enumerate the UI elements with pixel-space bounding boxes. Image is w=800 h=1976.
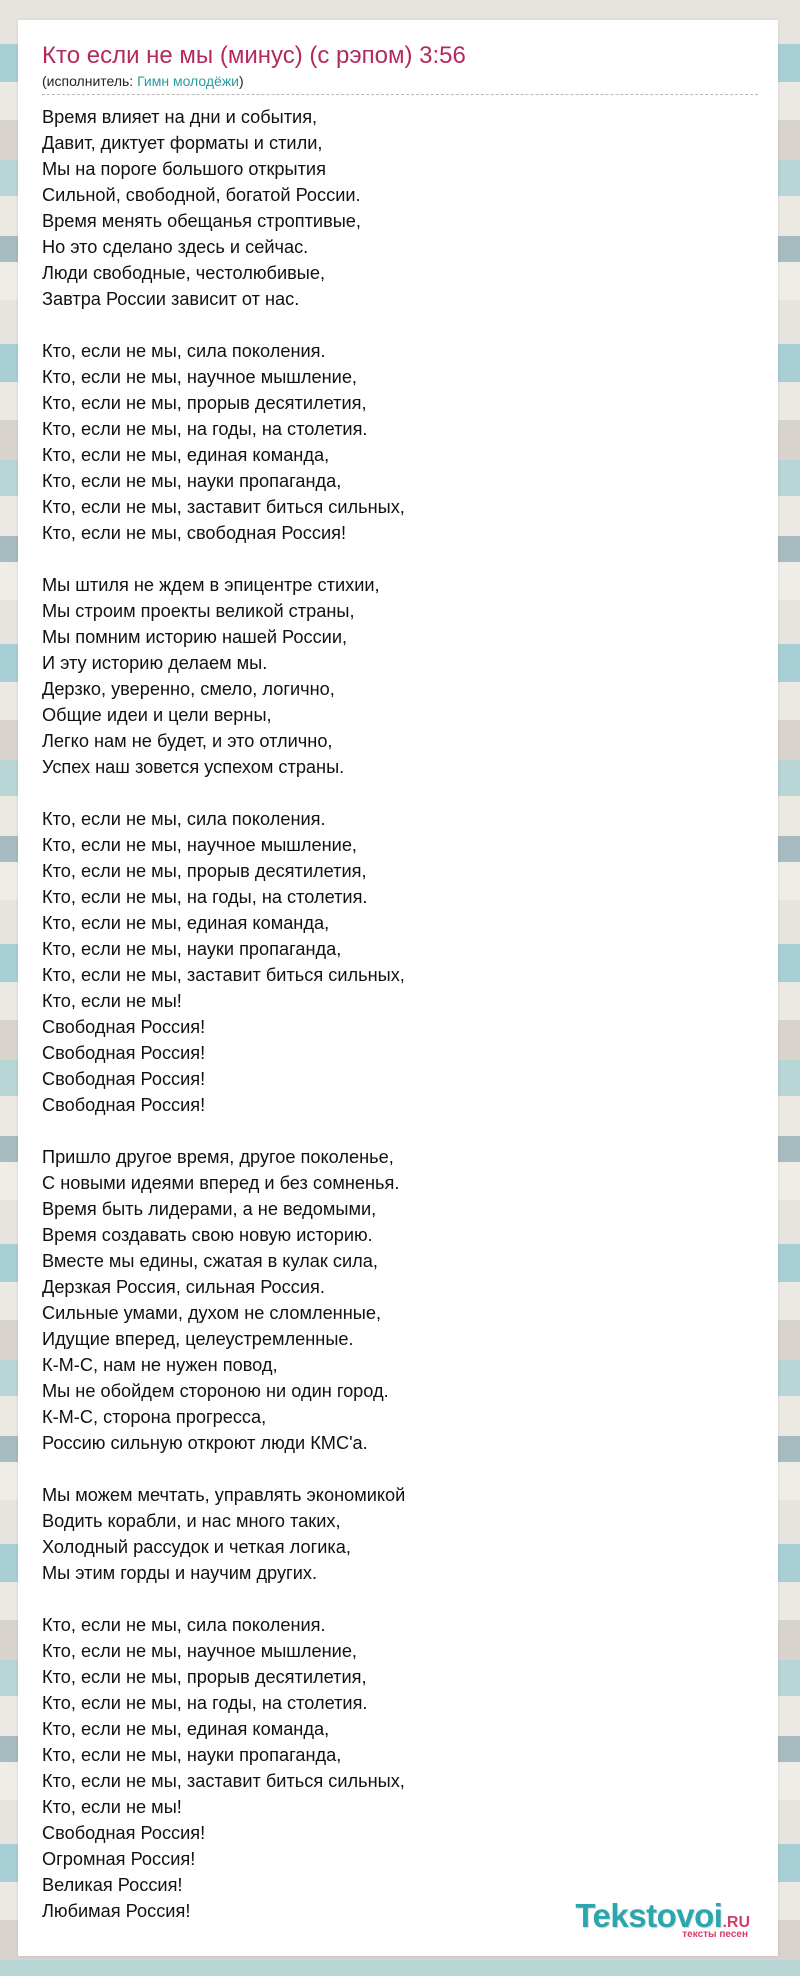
lyrics-body [42, 104, 758, 1924]
lyric-line: Время влияет на дни и события, [42, 107, 318, 127]
lyric-line: Кто, если не мы, научное мышление, [42, 367, 357, 387]
lyric-line: Мы на пороге большого открытия [42, 159, 326, 179]
lyric-line: Пришло другое время, другое поколенье, [42, 1147, 394, 1167]
lyric-line: Кто, если не мы, сила поколения. [42, 1615, 326, 1635]
lyric-line: Кто, если не мы, свободная Россия! [42, 523, 347, 543]
lyric-line: Свободная Россия! [42, 1069, 206, 1089]
lyric-line: Кто, если не мы! [42, 991, 182, 1011]
lyric-line: Великая Россия! [42, 1875, 183, 1895]
lyric-line: Кто, если не мы, заставит биться сильных, [42, 497, 405, 517]
logo-name: Tekstovoi [575, 1897, 723, 1934]
lyric-line: Кто, если не мы, на годы, на столетия. [42, 419, 368, 439]
lyric-line: Кто, если не мы, единая команда, [42, 913, 330, 933]
lyric-line: Кто, если не мы, сила поколения. [42, 809, 326, 829]
lyric-line: Сильной, свободной, богатой России. [42, 185, 361, 205]
lyric-line: Мы строим проекты великой страны, [42, 601, 355, 621]
lyric-line: С новыми идеями вперед и без сомненья. [42, 1173, 400, 1193]
lyric-line: Давит, диктует форматы и стили, [42, 133, 323, 153]
lyric-line: Вместе мы едины, сжатая в кулак сила, [42, 1251, 378, 1271]
lyrics-card [18, 20, 778, 1956]
logo-tagline: тексты песен [682, 1929, 748, 1940]
lyric-line: Кто, если не мы, прорыв десятилетия, [42, 393, 367, 413]
lyrics-stanza [42, 338, 758, 546]
lyric-line: Кто, если не мы, на годы, на столетия. [42, 887, 368, 907]
lyric-line: Мы можем мечтать, управлять экономикой [42, 1485, 406, 1505]
lyric-line: Мы этим горды и научим других. [42, 1563, 317, 1583]
lyric-line: Время быть лидерами, а не ведомыми, [42, 1199, 377, 1219]
lyric-line: Водить корабли, и нас много таких, [42, 1511, 341, 1531]
lyric-line: Завтра России зависит от нас. [42, 289, 300, 309]
lyric-line: Время менять обещанья строптивые, [42, 211, 361, 231]
lyric-line: Огромная Россия! [42, 1849, 196, 1869]
site-logo[interactable] [575, 1897, 750, 1940]
lyric-line: Кто, если не мы, заставит биться сильных, [42, 1771, 405, 1791]
lyric-line: Любимая Россия! [42, 1901, 191, 1921]
lyrics-stanza [42, 1612, 758, 1924]
lyric-line: И эту историю делаем мы. [42, 653, 268, 673]
song-title: Кто если не мы (минус) (с рэпом) 3:56 [42, 42, 466, 69]
lyrics-stanza [42, 104, 758, 312]
lyrics-stanza [42, 1482, 758, 1586]
lyric-line: Кто, если не мы! [42, 1797, 182, 1817]
lyrics-stanza [42, 1144, 758, 1456]
lyric-line: Кто, если не мы, сила поколения. [42, 341, 326, 361]
artist-suffix: ) [239, 73, 244, 89]
lyric-line: Легко нам не будет, и это отлично, [42, 731, 333, 751]
lyrics-stanza [42, 806, 758, 1118]
lyric-line: К-М-С, сторона прогресса, [42, 1407, 267, 1427]
lyric-line: Мы помним историю нашей России, [42, 627, 348, 647]
lyric-line: Кто, если не мы, науки пропаганда, [42, 939, 342, 959]
logo-tld: .RU [722, 1914, 750, 1931]
lyric-line: К-М-С, нам не нужен повод, [42, 1355, 278, 1375]
lyric-line: Свободная Россия! [42, 1095, 206, 1115]
lyric-line: Холодный рассудок и четкая логика, [42, 1537, 351, 1557]
artist-link[interactable]: Гимн молодёжи [137, 73, 240, 89]
lyric-line: Дерзкая Россия, сильная Россия. [42, 1277, 325, 1297]
artist-line [42, 73, 758, 95]
lyric-line: Кто, если не мы, на годы, на столетия. [42, 1693, 368, 1713]
lyric-line: Дерзко, уверенно, смело, логично, [42, 679, 335, 699]
lyric-line: Мы не обойдем стороною ни один город. [42, 1381, 389, 1401]
lyric-line: Свободная Россия! [42, 1823, 206, 1843]
lyric-line: Кто, если не мы, заставит биться сильных, [42, 965, 405, 985]
lyric-line: Сильные умами, духом не сломленные, [42, 1303, 382, 1323]
lyric-line: Мы штиля не ждем в эпицентре стихии, [42, 575, 380, 595]
lyric-line: Общие идеи и цели верны, [42, 705, 272, 725]
artist-prefix: (исполнитель: [42, 73, 138, 89]
lyric-line: Кто, если не мы, научное мышление, [42, 1641, 357, 1661]
lyric-line: Свободная Россия! [42, 1017, 206, 1037]
lyric-line: Россию сильную откроют люди КМС'а. [42, 1433, 368, 1453]
lyric-line: Свободная Россия! [42, 1043, 206, 1063]
lyric-line: Кто, если не мы, единая команда, [42, 445, 330, 465]
lyric-line: Кто, если не мы, науки пропаганда, [42, 471, 342, 491]
lyric-line: Время создавать свою новую историю. [42, 1225, 373, 1245]
lyrics-stanza [42, 572, 758, 780]
lyric-line: Успех наш зовется успехом страны. [42, 757, 345, 777]
lyric-line: Кто, если не мы, прорыв десятилетия, [42, 1667, 367, 1687]
lyric-line: Кто, если не мы, прорыв десятилетия, [42, 861, 367, 881]
lyric-line: Но это сделано здесь и сейчас. [42, 237, 309, 257]
lyric-line: Люди свободные, честолюбивые, [42, 263, 326, 283]
lyric-line: Кто, если не мы, научное мышление, [42, 835, 357, 855]
lyric-line: Кто, если не мы, науки пропаганда, [42, 1745, 342, 1765]
lyric-line: Кто, если не мы, единая команда, [42, 1719, 330, 1739]
lyric-line: Идущие вперед, целеустремленные. [42, 1329, 354, 1349]
